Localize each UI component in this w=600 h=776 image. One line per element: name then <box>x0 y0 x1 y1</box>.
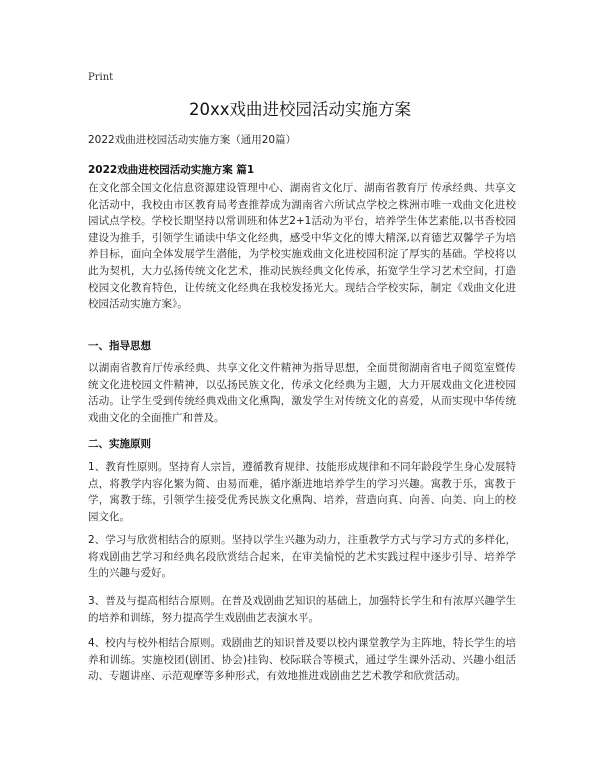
guiding-ideology-paragraph: 以湖南省教育厅传承经典、共享文化文件精神为指导思想，全面贯彻湖南省电子阅览室暨传统文化进校园文件精神，以弘扬民族文化，传承文化经典为主题，大力开展戏曲文化进校园活动。让学生受到传统经典戏曲文化熏陶，激发学生对传统文化的喜爱，从而实现中华传统戏曲文化的全面推广和普及。 <box>88 362 516 424</box>
document-subtitle: 2022戏曲进校园活动实施方案（通用20篇） <box>88 134 297 146</box>
principle-item: 4、校内与校外相结合原则。戏剧曲艺的知识普及要以校内课堂教学为主阵地，特长学生的培养和训练。实施校团(剧团、协会)挂钩、校际联合等模式，通过学生课外活动、兴趣小组活动、专题讲座、示范观摩等多种形式，有效地推进戏剧曲艺艺术教学和欣赏活动。 <box>88 637 516 683</box>
section-heading-principles: 二、实施原则 <box>88 438 151 450</box>
print-link[interactable]: Print <box>88 72 114 83</box>
document-title: 20xx戏曲进校园活动实施方案 <box>188 100 412 119</box>
section-heading-guiding-ideology: 一、指导思想 <box>88 340 151 352</box>
principle-item: 2、学习与欣赏相结合的原则。坚持以学生兴趣为动力，注重教学方式与学习方式的多样化，将戏剧曲艺学习和经典名段欣赏结合起来，在审美愉悦的艺术实践过程中逐步引导、培养学生的兴趣与爱好。 <box>88 534 516 580</box>
intro-paragraph: 在文化部全国文化信息资源建设管理中心、湖南省文化厅、湖南省教育厅 传承经典、共享文化活动中，我校由市区教育局考查推荐成为湖南省六所试点学校之株洲市唯一戏曲文化进校园试点学校。学校长期坚持以常训班和体艺2+1活动为平台，培养学生体艺素能,以书香校园建设为推手，引领学生诵读中华文化经典，感受中华文化的博大精深,以育德艺双馨学子为培养目标，面向全体发展学生潜能，为学校实施戏曲文化进校园积淀了厚实的基础。学校将以此为契机，大力弘扬传统文化艺术，推动民族经典文化传承，拓宽学生学习艺术空间，打造校园文化教育特色，让传统文化经典在我校发扬光大。现结合学校实际，制定《戏曲文化进校园活动实施方案》。 <box>88 182 516 311</box>
article-heading: 2022戏曲进校园活动实施方案 篇1 <box>88 164 255 176</box>
principle-item: 1、教育性原则。坚持育人宗旨，遵循教育规律、技能形成规律和不同年龄段学生身心发展特点，将教学内容化繁为简、由易而难，循序渐进地培养学生的学习兴趣。寓教于乐，寓教于学，寓教于练，引领学生接受优秀民族文化熏陶、培养，营造向真、向善、向美、向上的校园文化。 <box>88 461 516 523</box>
principle-item: 3、普及与提高相结合原则。在普及戏剧曲艺知识的基础上，加强特长学生和有浓厚兴趣学生的培养和训练，努力提高学生戏剧曲艺表演水平。 <box>88 595 516 624</box>
